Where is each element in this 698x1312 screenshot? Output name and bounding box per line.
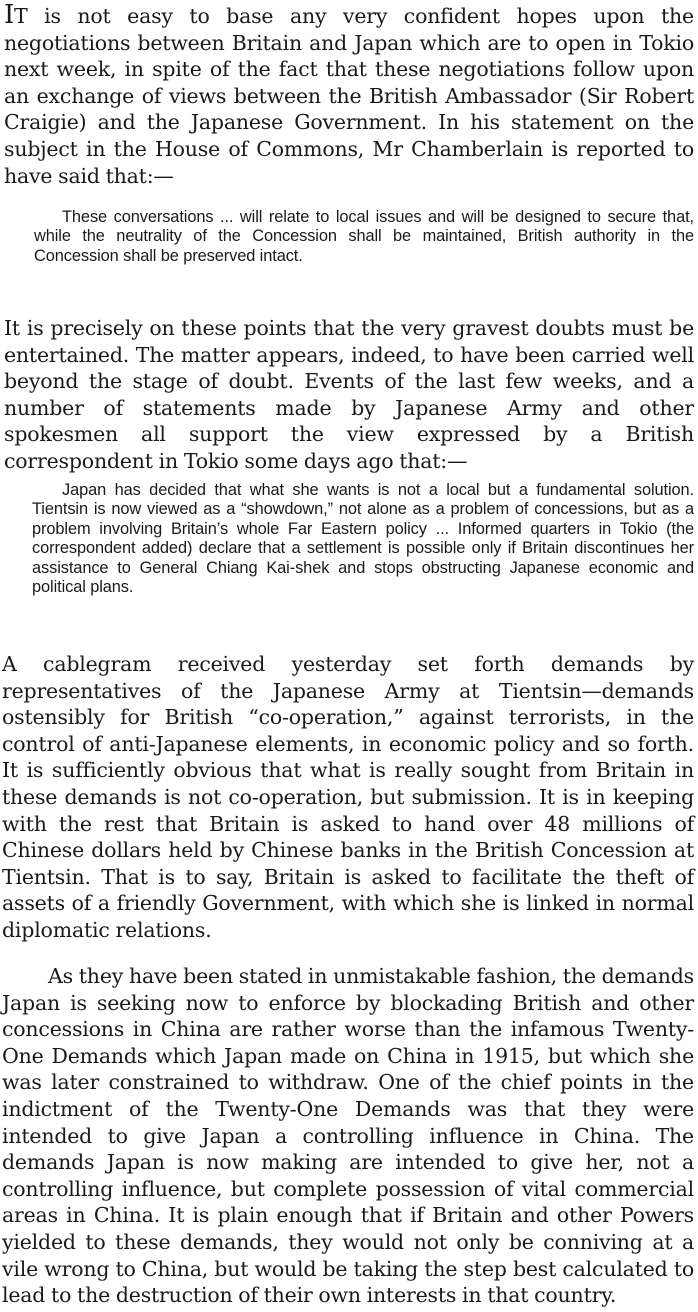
paragraph-2: It is precisely on these points that the very gravest doubts must be entertained. The matter appears, indeed, to have been carried well beyond the stage of doubt. Events of the last few weeks, and a number of statements made by Japanese Army and other spokesmen all support the view expressed by a British correspondent in Tokio some days ago that:— bbox=[4, 316, 694, 473]
block-quote-2: Japan has decided that what she wants is not a local but a fundamental solution. Tientsin is now viewed as a “showdown,” not alone as a problem of concessions, but as a problem involving Britain’s whole Far Eastern policy ... Informed quarters in Tokio (the correspondent added) declare that a settlement is possible only if Britain discontinues her assistance to General Chiang Kai-shek and stops obstructing Japanese economic and political plans. bbox=[32, 481, 694, 597]
paragraph-3: A cablegram received yesterday set forth demands by representatives of the Japanese Army at Tientsin—demands ostensibly for British “co-operation,” against terrorists, in the control of anti-Japanese elements, in economic policy and so forth. It is sufficiently obvious that what is really sought from Britain in these demands is not co-operation, but submission. It is in keeping with the rest that Britain is asked to hand over 48 millions of Chinese dollars held by Chinese banks in the British Concession at Tientsin. That is to say, Britain is asked to facilitate the theft of assets of a friendly Government, with which she is linked in normal diplomatic relations. bbox=[2, 652, 694, 942]
drop-cap: I bbox=[4, 0, 15, 30]
paragraph-1-text: T is not easy to base any very confident hopes upon the negotiations between Britain and Japan which are to open in Tokio next week, in spite of the fact that these negotiations follow upon an exchange of views between the British Ambassador (Sir Robert Craigie) and the Japanese Government. In his statement on the subject in the House of Commons, Mr Chamberlain is reported to have said that:— bbox=[4, 4, 694, 188]
block-quote-1: These conversations ... will relate to local issues and will be designed to secure that, while the neutrality of the Concession shall be maintained, British authority in the Concession shall be preserved intact. bbox=[34, 208, 694, 265]
paragraph-1 bbox=[4, 2, 694, 189]
paragraph-4: As they have been stated in unmistakable fashion, the demands Japan is seeking now to enforce by blockading British and other concessions in China are rather worse than the infamous Twenty-One Demands which Japan made on China in 1915, but which she was later constrained to withdraw. One of the chief points in the indictment of the Twenty-One Demands was that they were intended to give Japan a controlling influence in China. The demands Japan is now making are intended to give her, not a controlling influence, but complete possession of vital commercial areas in China. It is plain enough that if Britain and other Powers yielded to these demands, they would not only be conniving at a vile wrong to China, but would be taking the step best calculated to lead to the destruction of their own interests in that country. bbox=[2, 964, 694, 1308]
